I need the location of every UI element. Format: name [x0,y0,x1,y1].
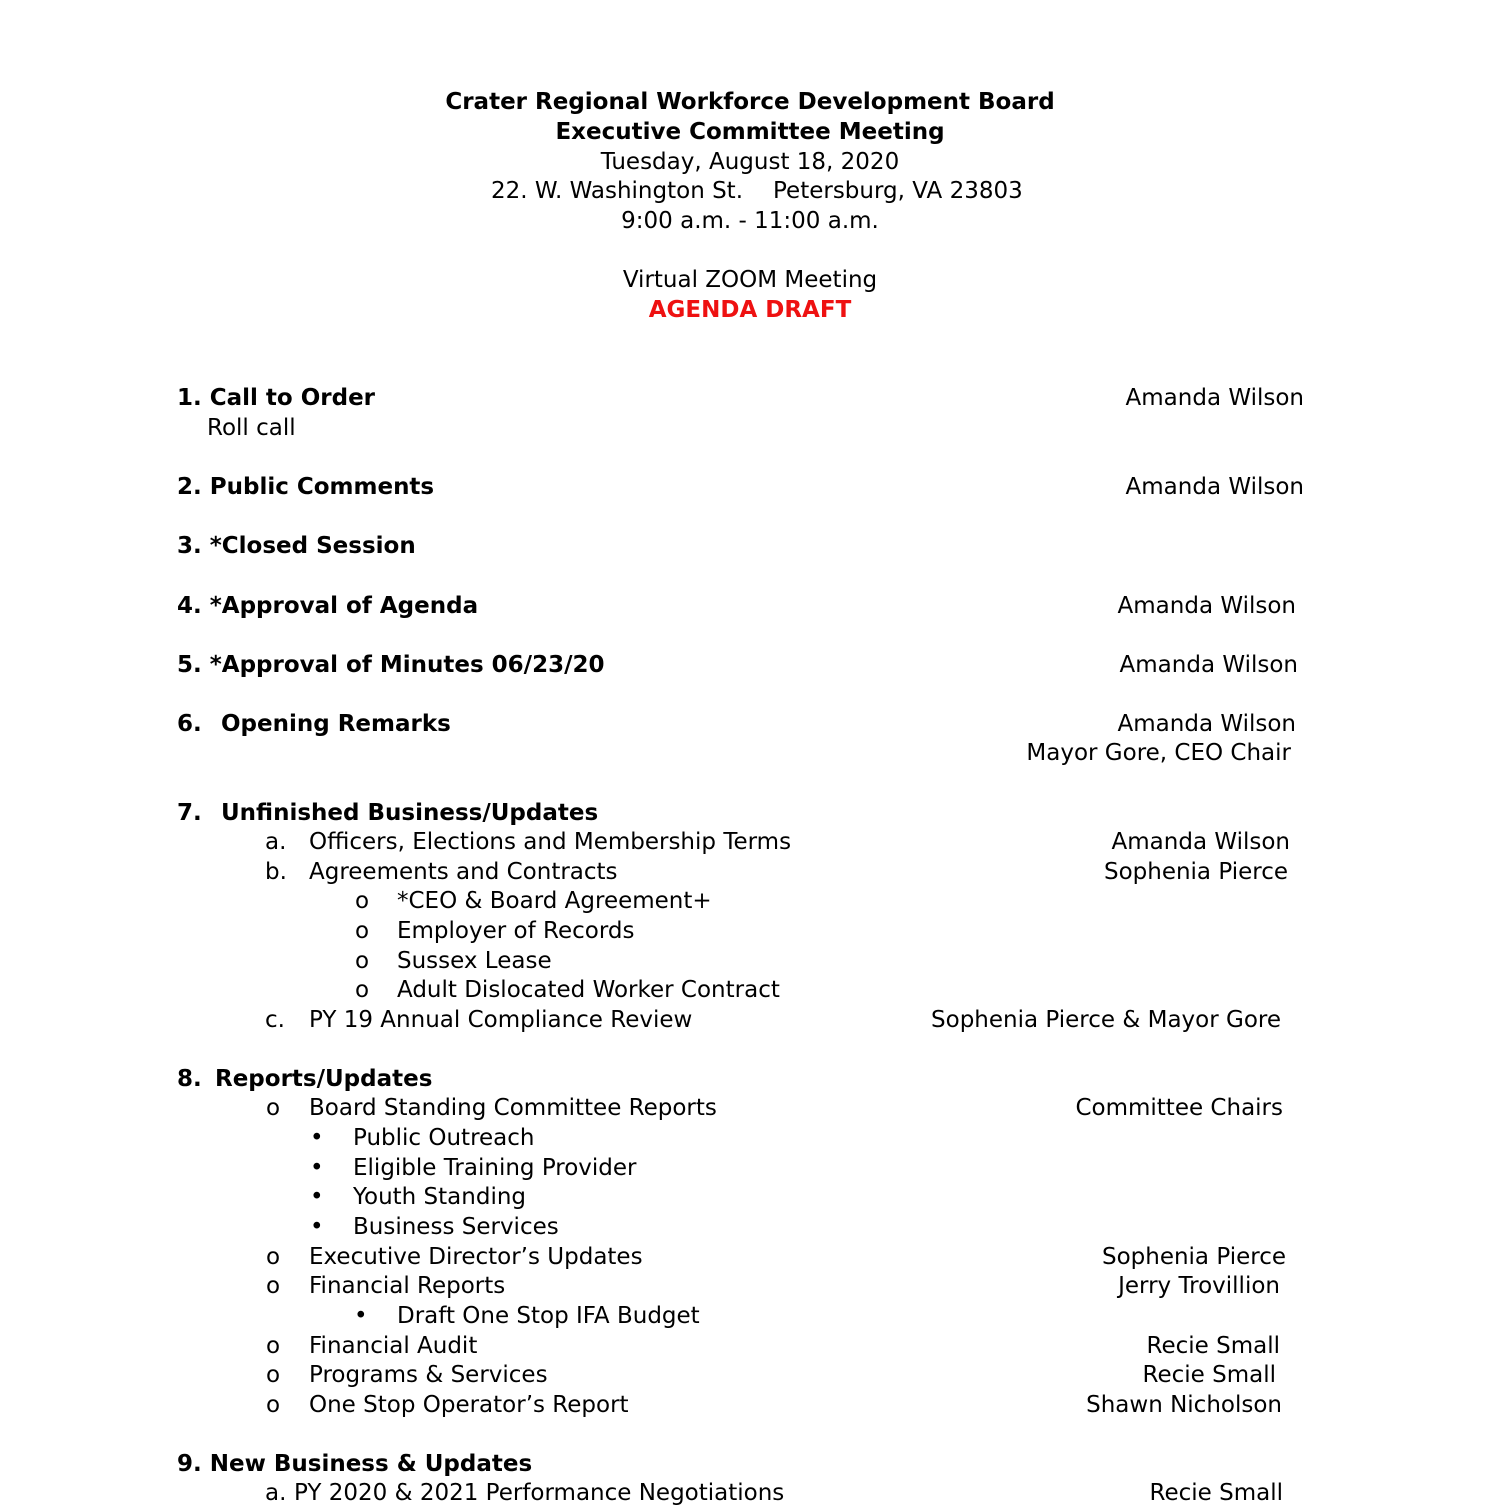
sub-item-label: Programs & Services [309,1362,548,1388]
sub-item-label: One Stop Operator’s Report [309,1392,629,1418]
bullet-marker: o [355,888,370,914]
meeting-time: 9:00 a.m. - 11:00 a.m. [621,208,879,234]
sub-item-label: Agreements and Contracts [309,859,618,885]
bullet-label: Youth Standing [353,1184,527,1210]
address-city: Petersburg, VA 23803 [773,178,1023,204]
bullet-marker: • [310,1125,324,1151]
sub-item-presenter: Committee Chairs [1075,1095,1283,1121]
sub-item-label: Officers, Elections and Membership Terms [309,829,792,855]
agenda-item-title: Unfinished Business/Updates [221,800,599,826]
sub-item-presenter: Sophenia Pierce [1101,1244,1286,1270]
sub-item-marker: a. [265,829,287,855]
address-street: 22. W. Washington St. [491,178,744,204]
sub-item-marker: o [266,1362,281,1388]
bullet-marker: • [310,1155,324,1181]
sub-item-label: Executive Director’s Updates [309,1244,643,1270]
agenda-item-number: 6. [177,711,202,737]
agenda-item-presenter: Amanda Wilson [1125,385,1304,411]
bullet-label: Business Services [353,1214,559,1240]
bullet-label: Eligible Training Provider [353,1155,637,1181]
sub-item-presenter: Sophenia Pierce [1103,859,1288,885]
agenda-item-number: 8. [177,1066,202,1092]
sub-item-label: Financial Audit [309,1333,478,1359]
bullet-marker: o [355,918,370,944]
agenda-item-title: 2. Public Comments [177,474,435,500]
sub-item-marker: o [266,1095,281,1121]
bullet-marker: • [354,1303,368,1329]
meeting-title: Executive Committee Meeting [555,119,945,145]
meeting-date: Tuesday, August 18, 2020 [600,149,900,175]
bullet-label: Employer of Records [397,918,635,944]
agenda-status: AGENDA DRAFT [648,297,852,323]
agenda-item-presenter: Amanda Wilson [1119,652,1298,678]
bullet-label: *CEO & Board Agreement+ [397,888,712,914]
bullet-marker: o [355,977,370,1003]
agenda-item-title: 9. New Business & Updates [177,1451,533,1477]
agenda-item-presenter: Amanda Wilson [1117,711,1296,737]
sub-item-presenter: Amanda Wilson [1111,829,1290,855]
sub-item-presenter: Sophenia Pierce & Mayor Gore [931,1007,1281,1033]
agenda-item-presenter: Amanda Wilson [1125,474,1304,500]
sub-item-marker: o [266,1273,281,1299]
bullet-marker: o [355,948,370,974]
bullet-label: Draft One Stop IFA Budget [397,1303,700,1329]
bullet-label: Adult Dislocated Worker Contract [397,977,780,1003]
sub-item-label: Financial Reports [309,1273,506,1299]
agenda-item-note: Roll call [207,415,296,441]
agenda-item-title: 4. *Approval of Agenda [177,593,479,619]
agenda-item-number: 7. [177,800,202,826]
agenda-item-presenter: Amanda Wilson [1117,593,1296,619]
bullet-marker: • [310,1184,324,1210]
sub-item-presenter: Shawn Nicholson [1086,1392,1282,1418]
sub-item-marker: o [266,1333,281,1359]
agenda-item-title: 1. Call to Order [177,385,376,411]
agenda-item-title: Reports/Updates [215,1066,433,1092]
bullet-label: Public Outreach [353,1125,535,1151]
sub-item-presenter: Recie Small [1146,1333,1280,1359]
sub-item-presenter: Recie Small [1142,1362,1276,1388]
sub-item-marker: b. [265,859,287,885]
sub-item-presenter: Jerry Trovillion [1118,1273,1280,1299]
agenda-item-title: Opening Remarks [221,711,451,737]
agenda-item-title: 3. *Closed Session [177,533,416,559]
sub-item-marker: a. [265,1480,287,1506]
sub-item-label: PY 19 Annual Compliance Review [309,1007,693,1033]
sub-item-marker: o [266,1392,281,1418]
bullet-marker: • [310,1214,324,1240]
agenda-item-presenter-secondary: Mayor Gore, CEO Chair [1026,740,1291,766]
sub-item-presenter: Recie Small [1149,1480,1283,1506]
agenda-item-title: 5. *Approval of Minutes 06/23/20 [177,652,605,678]
bullet-label: Sussex Lease [397,948,552,974]
sub-item-label: Board Standing Committee Reports [309,1095,717,1121]
org-title: Crater Regional Workforce Development Board [445,89,1055,115]
sub-item-marker: c. [265,1007,285,1033]
meeting-venue: Virtual ZOOM Meeting [622,267,878,293]
sub-item-label: PY 2020 & 2021 Performance Negotiations [294,1480,785,1506]
sub-item-marker: o [266,1244,281,1270]
